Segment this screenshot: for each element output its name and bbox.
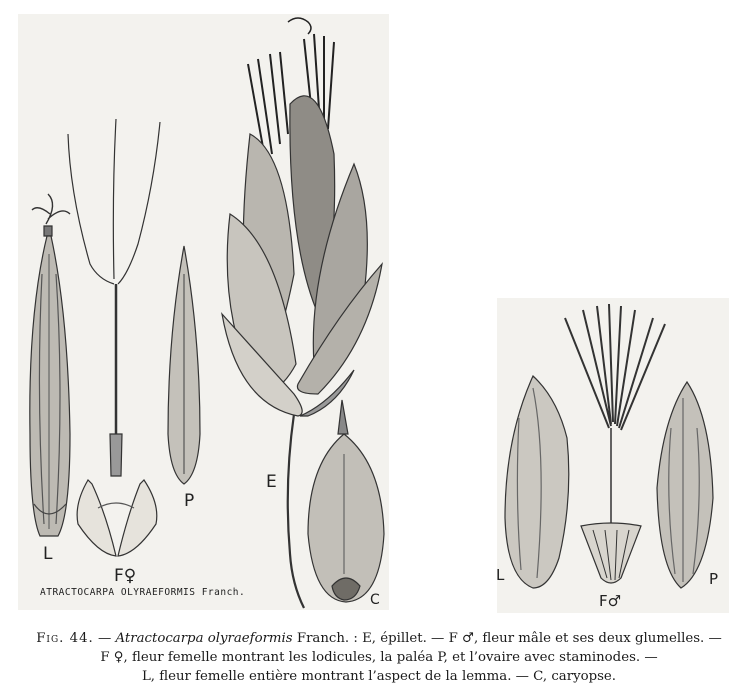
figure-label-P: P xyxy=(184,491,195,511)
caption-line-2: F ♀, fleur femelle montrant les lodicules, la paléa P, et l’ovaire avec staminodes. — xyxy=(100,650,658,665)
caption-dash: — xyxy=(93,631,116,646)
figure-label-E: E xyxy=(266,472,277,492)
figure-label-F-male: F♂ xyxy=(599,592,622,610)
plate-right-drawings xyxy=(497,298,729,613)
drawing-F-male-stamens xyxy=(565,304,665,583)
caption-line-3: L, fleur femelle entière montrant l’aspect de la lemma. — C, caryopse. xyxy=(141,669,617,684)
figure-label-C: C xyxy=(370,592,380,608)
figure-label-P2: P xyxy=(709,570,719,588)
drawing-P-palea xyxy=(168,246,200,484)
caption-fig-number: Fig. 44. xyxy=(36,631,94,646)
illustration-plate-right xyxy=(497,298,729,613)
drawing-C-caryopsis xyxy=(308,400,384,602)
drawing-P-male-palea xyxy=(657,382,713,588)
drawing-F-female-ovary xyxy=(68,119,160,556)
drawing-L-lemma xyxy=(30,194,70,536)
figure-label-F-female: F♀ xyxy=(114,566,137,586)
caption-species: Atractocarpa olyraeformis xyxy=(115,631,293,646)
figure-label-L2: L xyxy=(496,566,505,584)
illustration-plate-left xyxy=(18,14,389,610)
drawing-L-male-lemma xyxy=(505,376,569,588)
plate-left-drawings xyxy=(18,14,389,610)
caption-line-1 xyxy=(18,629,740,648)
figure-caption xyxy=(18,629,740,686)
plate-species-label: ATRACTOCARPA OLYRAEFORMIS Franch. xyxy=(40,587,246,598)
caption-author-text: Franch. : E, épillet. — F ♂, fleur mâle et ses deux glumelles. — xyxy=(292,631,722,646)
figure-label-L: L xyxy=(43,544,53,564)
